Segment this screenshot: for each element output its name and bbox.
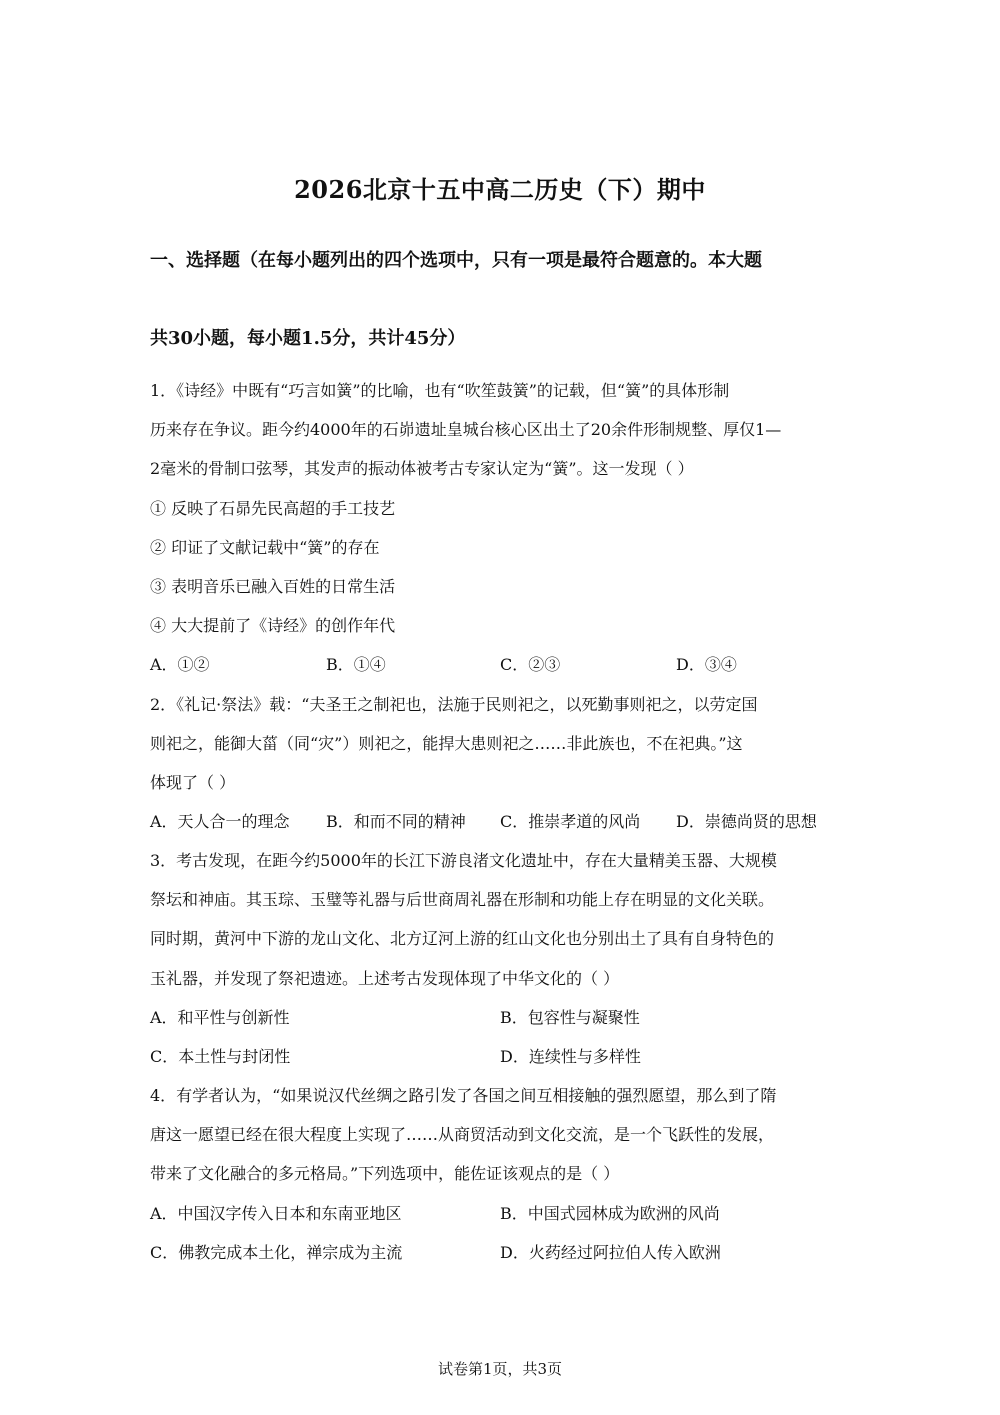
page-footer: 试卷第1页，共3页 [437,1360,563,1378]
question-text: 1．《诗经》中既有“巧言如簧”的比喻，也有“吹笙鼓簧”的记载，但“簧”的具体形制 [150,381,730,400]
option-c: C．佛教完成本土化，禅宗成为主流 [150,1243,403,1262]
option-b: B．包容性与凝聚性 [500,1008,640,1027]
option-a: A．中国汉字传入日本和东南亚地区 [150,1204,402,1223]
question-text: 唐这一愿望已经在很大程度上实现了……从商贸活动到文化交流，是一个飞跃性的发展， [150,1125,775,1144]
question-text: 3．考古发现，在距今约5000年的长江下游良渚文化遗址中，存在大量精美玉器、大规模 [150,851,777,870]
option-c: C．推崇孝道的风尚 [500,812,641,831]
question-text: 历来存在争议。距今约4000年的石峁遗址皇城台核心区出土了20余件形制规整、厚仅1— [150,420,782,439]
option-b: B．①④ [326,655,386,674]
statement-item: ④ 大大提前了《诗经》的创作年代 [150,616,396,635]
option-a: A．天人合一的理念 [150,812,290,831]
option-d: D．崇德尚贤的思想 [676,812,817,831]
question-text: 2．《礼记·祭法》载：“夫圣王之制祀也，法施于民则祀之，以死勤事则祀之，以劳定国 [150,695,758,714]
question-text: 祭坛和神庙。其玉琮、玉璧等礼器与后世商周礼器在形制和功能上存在明显的文化关联。 [150,890,775,909]
option-d: D．火药经过阿拉伯人传入欧洲 [500,1243,721,1262]
option-b: B．和而不同的精神 [326,812,466,831]
option-d: D．③④ [676,655,737,674]
statement-item: ③ 表明音乐已融入百姓的日常生活 [150,577,396,596]
question-text: 2毫米的骨制口弦琴，其发声的振动体被考古专家认定为“簧”。这一发现（ ） [150,459,694,478]
question-text: 玉礼器，并发现了祭祀遗迹。上述考古发现体现了中华文化的（ ） [150,969,620,988]
option-c: C．本土性与封闭性 [150,1047,291,1066]
option-c: C．②③ [500,655,561,674]
question-text: 体现了（ ） [150,773,236,792]
page-title: 2026北京十五中高二历史（下）期中 [294,175,706,204]
statement-item: ② 印证了文献记载中“簧”的存在 [150,538,380,557]
option-a: A．和平性与创新性 [150,1008,290,1027]
question-text: 同时期，黄河中下游的龙山文化、北方辽河上游的红山文化也分别出土了具有自身特色的 [150,929,775,948]
option-b: B．中国式园林成为欧洲的风尚 [500,1204,720,1223]
question-text: 带来了文化融合的多元格局。”下列选项中，能佐证该观点的是（ ） [150,1164,620,1183]
question-text: 则祀之，能御大菑（同“灾”）则祀之，能捍大患则祀之……非此族也，不在祀典。”这 [150,734,743,753]
option-d: D．连续性与多样性 [500,1047,641,1066]
option-a: A．①② [150,655,210,674]
question-text: 4．有学者认为，“如果说汉代丝绸之路引发了各国之间互相接触的强烈愿望，那么到了隋 [150,1086,777,1105]
statement-item: ① 反映了石昴先民高超的手工技艺 [150,499,396,518]
section-heading-line-1: 一、选择题（在每小题列出的四个选项中，只有一项是最符合题意的。本大题 [150,250,762,271]
section-heading-line-2: 共30小题，每小题1.5分，共计45分） [150,328,466,349]
